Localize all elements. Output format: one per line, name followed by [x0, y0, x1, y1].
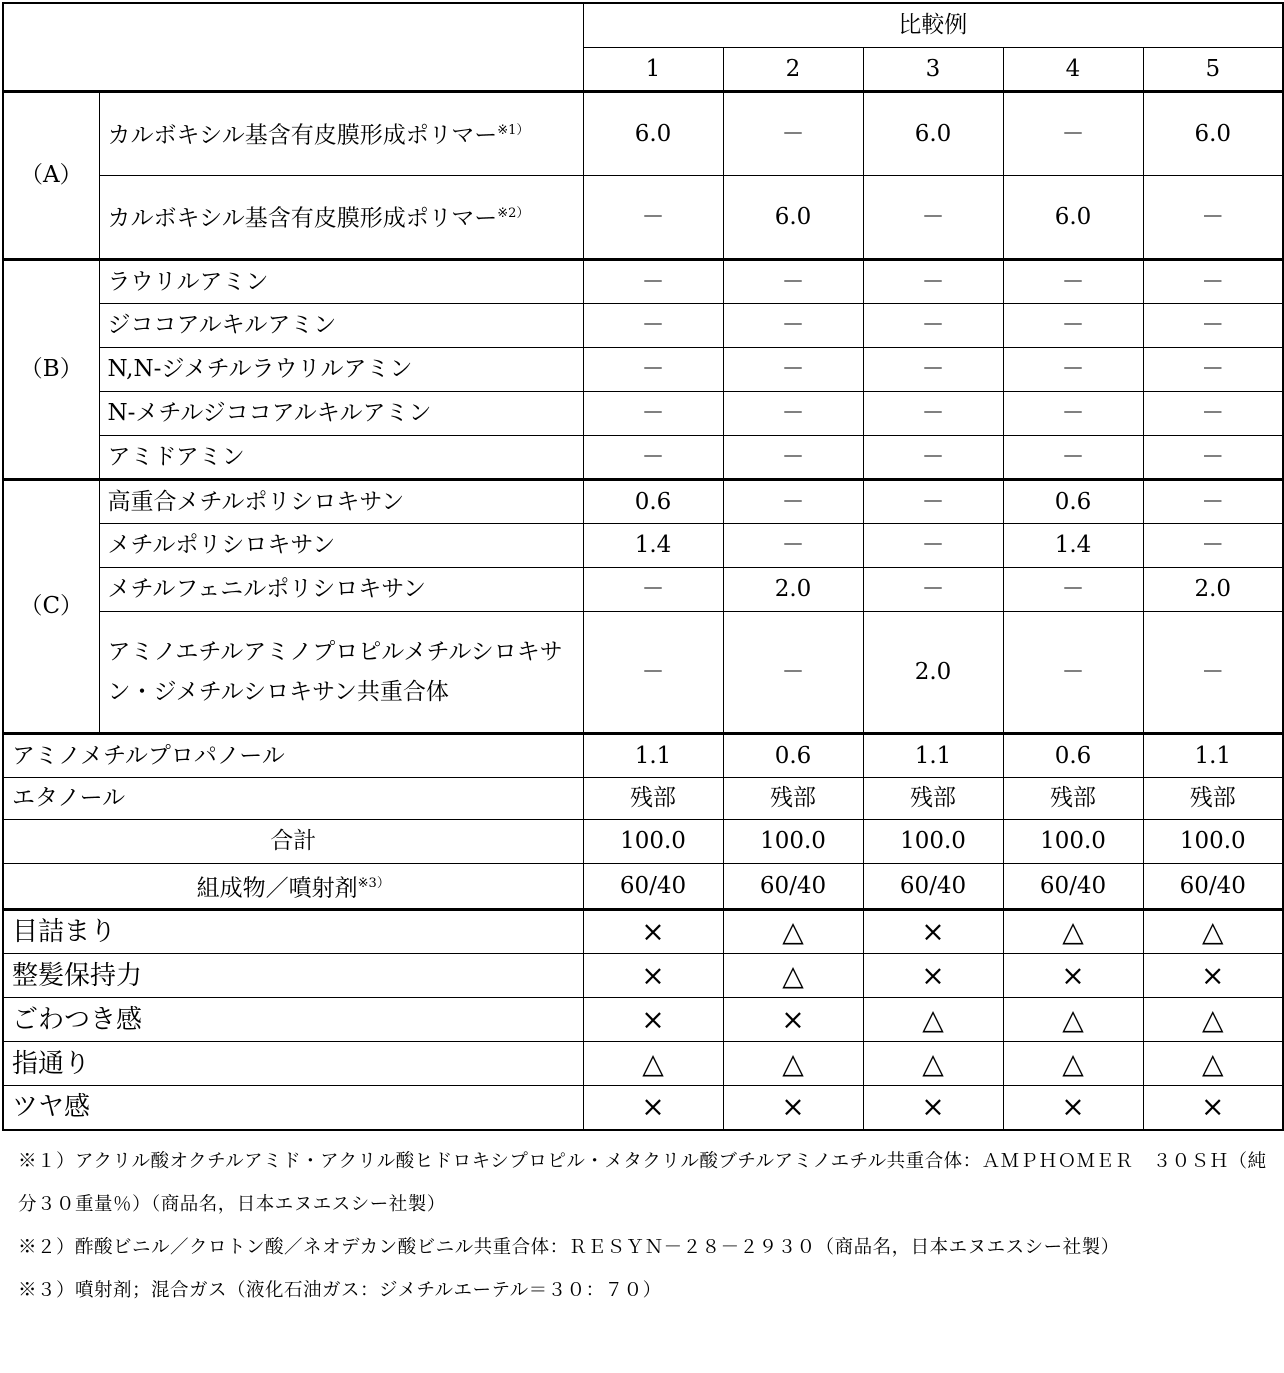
ingredient-row [3, 391, 1283, 435]
value-cell: － [723, 303, 863, 347]
ingredient-name [99, 611, 583, 733]
footnote-2: ※２）酢酸ビニル／クロトン酸／ネオデカン酸ビニル共重合体：ＲＥＳＹＮ－２８－２９３０（商品名，日本エヌエスシー社製） [18, 1226, 1278, 1269]
ingredient-name-text: ジココアルキルアミン [108, 312, 337, 338]
value-cell: － [723, 391, 863, 435]
ingredient-name-text: カルボキシル基含有皮膜形成ポリマー [108, 123, 498, 149]
value-cell: 100.0 [583, 819, 723, 863]
footnote-ref: ※1） [497, 123, 529, 138]
evaluation-mark: △ [1143, 1042, 1283, 1086]
value-cell: 残部 [583, 777, 723, 819]
value-cell: 残部 [723, 777, 863, 819]
ingredient-name-text: アミドアミン [108, 444, 245, 470]
ingredient-row [3, 611, 1283, 733]
ingredient-row [3, 523, 1283, 567]
value-cell: － [863, 479, 1003, 523]
ingredient-row [3, 479, 1283, 523]
value-cell: 6.0 [863, 91, 1003, 175]
value-cell: － [863, 435, 1003, 479]
group-label: （B） [3, 259, 99, 479]
ingredient-row [3, 347, 1283, 391]
value-cell: － [1143, 259, 1283, 303]
value-cell: 残部 [1003, 777, 1143, 819]
value-cell: － [723, 523, 863, 567]
value-cell: 60/40 [1003, 863, 1143, 910]
evaluation-mark: △ [1003, 998, 1143, 1042]
value-cell: 60/40 [1143, 863, 1283, 910]
evaluation-mark: △ [863, 998, 1003, 1042]
value-cell: － [723, 347, 863, 391]
ingredient-name-text: カルボキシル基含有皮膜形成ポリマー [108, 206, 498, 232]
value-cell: － [583, 347, 723, 391]
value-cell: 1.1 [1143, 733, 1283, 777]
evaluation-mark: × [583, 1086, 723, 1130]
value-cell: － [1143, 175, 1283, 259]
value-cell: － [723, 91, 863, 175]
comparison-table [2, 2, 1284, 1131]
value-cell: － [583, 303, 723, 347]
evaluation-mark: △ [723, 954, 863, 998]
value-cell: 2.0 [1143, 567, 1283, 611]
ingredient-row [3, 567, 1283, 611]
evaluation-mark: △ [723, 1042, 863, 1086]
value-cell: 100.0 [863, 819, 1003, 863]
value-cell: － [723, 611, 863, 733]
header-blank [3, 3, 583, 91]
ingredient-name [99, 567, 583, 611]
evaluation-mark: × [723, 1086, 863, 1130]
evaluation-mark: × [863, 954, 1003, 998]
evaluation-mark: △ [863, 1042, 1003, 1086]
value-cell: 6.0 [723, 175, 863, 259]
ingredient-name [99, 479, 583, 523]
header-group-label: 比較例 [583, 3, 1283, 47]
value-cell: － [583, 435, 723, 479]
evaluation-mark: × [583, 910, 723, 954]
evaluation-row [3, 1086, 1283, 1130]
evaluation-mark: × [863, 910, 1003, 954]
ingredient-name-text: N,N-ジメチルラウリルアミン [108, 356, 413, 382]
value-cell: 残部 [1143, 777, 1283, 819]
summary-row [3, 777, 1283, 819]
ingredient-name-text: メチルポリシロキサン [108, 532, 336, 558]
ingredient-name-text: アミノエチルアミノプロピルメチルシロキサン・ジメチルシロキサン共重合体 [108, 639, 563, 705]
value-cell: － [1143, 611, 1283, 733]
evaluation-row [3, 910, 1283, 954]
value-cell: － [1003, 259, 1143, 303]
summary-name [3, 863, 583, 910]
footnotes [18, 1140, 1278, 1312]
ingredient-row [3, 435, 1283, 479]
value-cell: － [1003, 303, 1143, 347]
ingredient-name-text: 高重合メチルポリシロキサン [108, 489, 405, 515]
ingredient-name [99, 435, 583, 479]
ingredient-row [3, 259, 1283, 303]
evaluation-row [3, 954, 1283, 998]
value-cell: － [1003, 91, 1143, 175]
value-cell: － [1143, 479, 1283, 523]
value-cell: 残部 [863, 777, 1003, 819]
summary-name [3, 777, 583, 819]
value-cell: 6.0 [1003, 175, 1143, 259]
ingredient-name [99, 523, 583, 567]
value-cell: 60/40 [863, 863, 1003, 910]
value-cell: 6.0 [1143, 91, 1283, 175]
ingredient-name-text: メチルフェニルポリシロキサン [108, 576, 427, 602]
summary-name-text: アミノメチルプロパノール [12, 743, 285, 769]
value-cell: － [1143, 347, 1283, 391]
ingredient-row [3, 91, 1283, 175]
value-cell: 100.0 [723, 819, 863, 863]
evaluation-name: ツヤ感 [3, 1086, 583, 1130]
evaluation-mark: × [1003, 954, 1143, 998]
value-cell: 0.6 [1003, 479, 1143, 523]
ingredient-name-text: ラウリルアミン [108, 269, 269, 295]
value-cell: 2.0 [723, 567, 863, 611]
value-cell: 60/40 [583, 863, 723, 910]
evaluation-mark: × [1143, 954, 1283, 998]
value-cell: 0.6 [583, 479, 723, 523]
summary-row [3, 733, 1283, 777]
evaluation-name: 整髪保持力 [3, 954, 583, 998]
value-cell: － [723, 479, 863, 523]
value-cell: － [863, 391, 1003, 435]
summary-name-text: 合計 [270, 828, 316, 854]
evaluation-mark: △ [1143, 998, 1283, 1042]
evaluation-mark: △ [583, 1042, 723, 1086]
value-cell: － [863, 347, 1003, 391]
value-cell: 0.6 [1003, 733, 1143, 777]
value-cell: － [1143, 523, 1283, 567]
value-cell: － [583, 175, 723, 259]
value-cell: － [583, 611, 723, 733]
evaluation-row [3, 998, 1283, 1042]
group-label: （C） [3, 479, 99, 733]
ingredient-name-text: N-メチルジココアルキルアミン [108, 400, 432, 426]
header-row [3, 3, 1283, 47]
footnote-ref: ※2） [497, 206, 529, 221]
ingredient-name [99, 303, 583, 347]
value-cell: － [863, 523, 1003, 567]
footnote-1: ※１）アクリル酸オクチルアミド・アクリル酸ヒドロキシプロピル・メタクリル酸ブチルアミノエチル共重合体：ＡＭＰＨＯＭＥＲ ３０ＳＨ（純分３０重量％）（商品名，日本エヌエスシー社製） [18, 1140, 1278, 1226]
column-header: 3 [863, 47, 1003, 91]
ingredient-name [99, 391, 583, 435]
value-cell: － [863, 303, 1003, 347]
value-cell: 1.1 [863, 733, 1003, 777]
ingredient-row [3, 175, 1283, 259]
evaluation-mark: × [1143, 1086, 1283, 1130]
evaluation-mark: △ [1003, 1042, 1143, 1086]
evaluation-row [3, 1042, 1283, 1086]
evaluation-name: 目詰まり [3, 910, 583, 954]
summary-row [3, 863, 1283, 910]
value-cell: － [1003, 435, 1143, 479]
value-cell: － [863, 567, 1003, 611]
column-header: 1 [583, 47, 723, 91]
summary-name [3, 819, 583, 863]
evaluation-mark: × [863, 1086, 1003, 1130]
value-cell: － [583, 259, 723, 303]
evaluation-mark: × [583, 998, 723, 1042]
value-cell: － [1143, 435, 1283, 479]
value-cell: 60/40 [723, 863, 863, 910]
evaluation-name: 指通り [3, 1042, 583, 1086]
column-header: 5 [1143, 47, 1283, 91]
column-header: 2 [723, 47, 863, 91]
evaluation-name: ごわつき感 [3, 998, 583, 1042]
value-cell: 1.4 [583, 523, 723, 567]
value-cell: － [1143, 303, 1283, 347]
value-cell: － [863, 175, 1003, 259]
value-cell: 6.0 [583, 91, 723, 175]
value-cell: － [583, 567, 723, 611]
evaluation-mark: × [723, 998, 863, 1042]
ingredient-name [99, 347, 583, 391]
footnote-3: ※３）噴射剤；混合ガス（液化石油ガス：ジメチルエーテル＝３０：７０） [18, 1269, 1278, 1312]
evaluation-mark: × [583, 954, 723, 998]
summary-name [3, 733, 583, 777]
evaluation-mark: × [1003, 1086, 1143, 1130]
value-cell: － [863, 259, 1003, 303]
value-cell: － [1003, 391, 1143, 435]
group-label: （A） [3, 91, 99, 259]
value-cell: － [583, 391, 723, 435]
value-cell: 1.4 [1003, 523, 1143, 567]
value-cell: － [723, 435, 863, 479]
value-cell: － [1003, 347, 1143, 391]
ingredient-name [99, 259, 583, 303]
summary-row [3, 819, 1283, 863]
value-cell: 2.0 [863, 611, 1003, 733]
summary-name-text: 組成物／噴射剤 [197, 875, 358, 901]
value-cell: 100.0 [1003, 819, 1143, 863]
ingredient-name [99, 91, 583, 175]
ingredient-name [99, 175, 583, 259]
column-header: 4 [1003, 47, 1143, 91]
value-cell: 100.0 [1143, 819, 1283, 863]
value-cell: － [1003, 567, 1143, 611]
value-cell: － [723, 259, 863, 303]
value-cell: 1.1 [583, 733, 723, 777]
value-cell: － [1143, 391, 1283, 435]
value-cell: 0.6 [723, 733, 863, 777]
evaluation-mark: △ [723, 910, 863, 954]
summary-name-text: エタノール [12, 785, 125, 811]
value-cell: － [1003, 611, 1143, 733]
evaluation-mark: △ [1003, 910, 1143, 954]
footnote-ref: ※3） [358, 876, 390, 891]
evaluation-mark: △ [1143, 910, 1283, 954]
ingredient-row [3, 303, 1283, 347]
